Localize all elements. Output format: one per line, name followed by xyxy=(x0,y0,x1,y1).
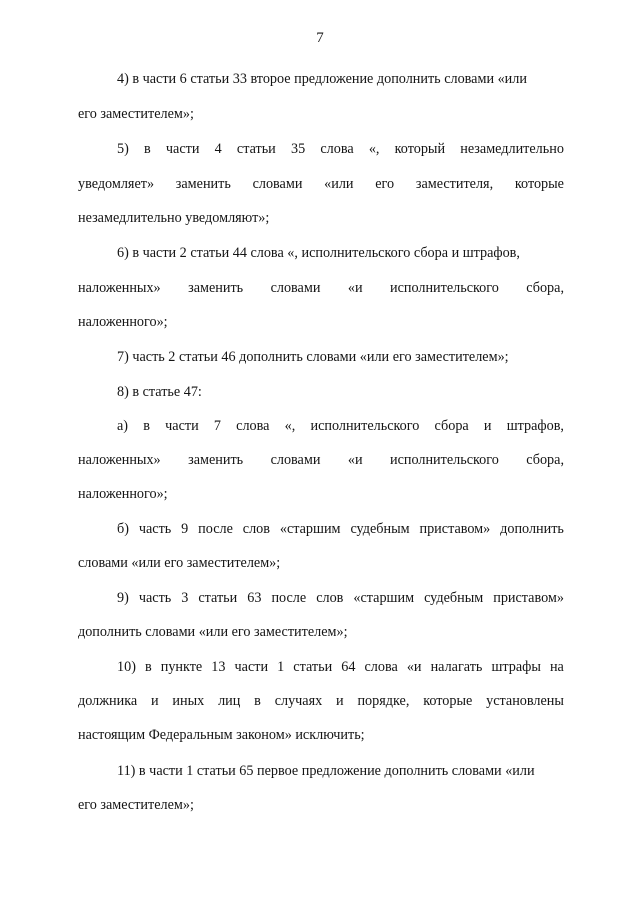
word: установлены xyxy=(486,693,564,709)
text-line xyxy=(78,177,564,191)
word: исполнительского xyxy=(390,280,499,296)
text-line: незамедлительно уведомляют»; xyxy=(78,210,270,226)
word: на xyxy=(549,659,564,675)
word: иных xyxy=(172,693,205,709)
word: заменить xyxy=(188,280,244,296)
word: порядке, xyxy=(357,693,410,709)
word: и xyxy=(151,693,159,709)
word: 10) xyxy=(117,659,136,675)
word: 4 xyxy=(214,141,222,157)
word: приставом» xyxy=(493,590,564,606)
word: после xyxy=(271,590,307,606)
text-line xyxy=(117,419,564,433)
text-line: наложенного»; xyxy=(78,486,168,502)
word: незамедлительно xyxy=(460,141,564,157)
word: должника xyxy=(78,693,138,709)
word: «или xyxy=(324,176,354,192)
text-line: настоящим Федеральным законом» исключить; xyxy=(78,727,365,743)
word: «, xyxy=(284,418,296,434)
word: случаях xyxy=(274,693,323,709)
word: статьи xyxy=(293,659,333,675)
word: слова xyxy=(236,418,270,434)
text-line xyxy=(78,453,564,467)
word: часть xyxy=(138,590,172,606)
word: слов xyxy=(316,590,344,606)
text-line: наложенного»; xyxy=(78,314,168,330)
word: 7 xyxy=(213,418,221,434)
word: которые xyxy=(514,176,564,192)
word: заместителя, xyxy=(415,176,494,192)
word: которые xyxy=(423,693,473,709)
text-line xyxy=(78,694,564,708)
word: статьи xyxy=(236,141,276,157)
word: 13 xyxy=(211,659,226,675)
word: дополнить xyxy=(500,521,564,537)
word: исполнительского xyxy=(310,418,420,434)
word: 1 xyxy=(277,659,285,675)
word: а) xyxy=(117,418,129,434)
word: «старшим xyxy=(279,521,341,537)
word: б) xyxy=(117,521,129,537)
word: словами xyxy=(252,176,303,192)
word: после xyxy=(198,521,233,537)
word: 64 xyxy=(341,659,356,675)
word: 35 xyxy=(290,141,306,157)
word: слов xyxy=(242,521,270,537)
word: лиц xyxy=(218,693,241,709)
word: сбора, xyxy=(526,452,564,468)
text-line: 6) в части 2 статьи 44 слова «, исполнительского сбора и штрафов, xyxy=(117,245,520,261)
word: заменить xyxy=(188,452,244,468)
word: части xyxy=(165,141,200,157)
word: его xyxy=(375,176,395,192)
page-number: 7 xyxy=(316,30,324,46)
word: который xyxy=(394,141,446,157)
word: сбора, xyxy=(526,280,564,296)
word: сбора xyxy=(434,418,469,434)
word: и xyxy=(483,418,492,434)
word: судебным xyxy=(424,590,484,606)
text-line: 4) в части 6 статьи 33 второе предложение дополнить словами «или xyxy=(117,71,527,87)
text-line xyxy=(78,281,564,295)
text-line xyxy=(117,142,564,156)
word: пункте xyxy=(160,659,203,675)
word: «и xyxy=(406,659,422,675)
word: заменить xyxy=(175,176,231,192)
text-line: 7) часть 2 статьи 46 дополнить словами «или его заместителем»; xyxy=(117,349,509,365)
word: приставом» xyxy=(419,521,491,537)
text-line: его заместителем»; xyxy=(78,106,194,122)
word: статьи xyxy=(198,590,238,606)
word: в xyxy=(143,418,150,434)
word: «, xyxy=(368,141,380,157)
word: уведомляет» xyxy=(78,176,155,192)
text-line: дополнить словами «или его заместителем»; xyxy=(78,624,348,640)
word: в xyxy=(144,141,151,157)
word: в xyxy=(254,693,261,709)
word: налагать xyxy=(430,659,483,675)
word: наложенных» xyxy=(78,280,161,296)
word: часть xyxy=(138,521,172,537)
text-line xyxy=(117,660,564,674)
text-line xyxy=(117,591,564,605)
word: словами xyxy=(270,280,321,296)
word: штрафы xyxy=(491,659,541,675)
word: 63 xyxy=(247,590,262,606)
word: 5) xyxy=(117,141,129,157)
word: части xyxy=(165,418,199,434)
word: «и xyxy=(347,280,363,296)
word: 3 xyxy=(181,590,189,606)
word: и xyxy=(336,693,344,709)
text-line: 8) в статье 47: xyxy=(117,384,202,400)
word: слова xyxy=(364,659,398,675)
word: судебным xyxy=(350,521,410,537)
word: части xyxy=(234,659,269,675)
word: 9) xyxy=(117,590,129,606)
word: словами xyxy=(270,452,321,468)
word: «старшим xyxy=(353,590,415,606)
word: штрафов, xyxy=(506,418,564,434)
text-line: словами «или его заместителем»; xyxy=(78,555,281,571)
word: в xyxy=(144,659,152,675)
word: исполнительского xyxy=(390,452,499,468)
text-line: его заместителем»; xyxy=(78,797,194,813)
word: слова xyxy=(320,141,354,157)
word: «и xyxy=(347,452,363,468)
text-line: 11) в части 1 статьи 65 первое предложение дополнить словами «или xyxy=(117,763,535,779)
word: 9 xyxy=(181,521,189,537)
text-line xyxy=(117,522,564,536)
word: наложенных» xyxy=(78,452,161,468)
